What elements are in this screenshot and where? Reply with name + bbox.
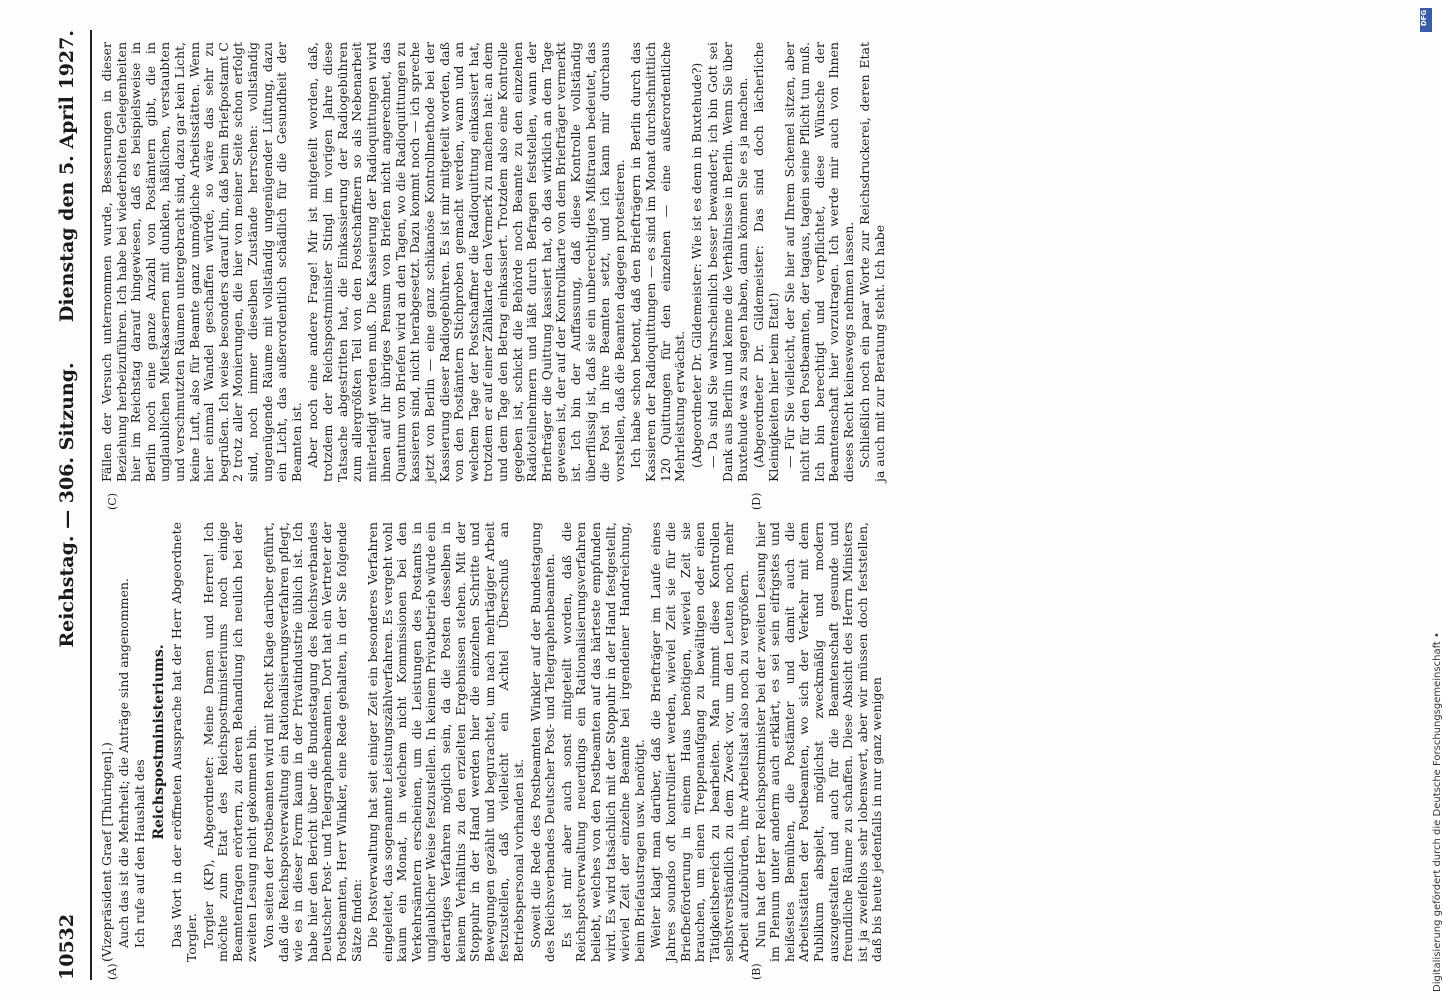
paragraph: Soweit die Rede des Postbeamten Winkler auf der Bundestagung des Reichsverbandes Deutscher Post- und Telegraphenbeamten. bbox=[527, 522, 558, 962]
paragraph: Schließlich noch ein paar Worte zur Reichsdruckerei, deren Etat ja auch mit zur Beratung steht. Ich habe bbox=[857, 42, 887, 482]
section-heading: Reichspostministeriums. bbox=[150, 644, 167, 840]
paragraph: (Vizepräsident Graef [Thüringen].) bbox=[99, 742, 114, 962]
paragraph: Fällen der Versuch unternommen wurde, Besserungen in dieser Beziehung herbeizuführen. Ich habe bei wiederholten Gelegenheiten hier im Reichstag darauf hingewiesen, daß es beispielsweise in Berlin noch eine ganze Anzahl von Postämtern gibt, die in unglaublichen Mietskasernen mit dunklen, häßlichen, verstaubten und verschmutzten Räumen untergebracht sind, dazu gar kein Licht, keine Luft, also für Beamte ganz unmögliche Arbeitsstätten. Wenn hier einmal Wandel geschaffen würde, so wäre das sehr zu begrüßen. Ich weise besonders darauf hin, daß beim Briefpostamt C 2 trotz aller Monierungen, die hier von meiner Seite schon erfolgt sind, noch immer dieselben Zustände herrschen: vollständig ungenügende Räume mit vollständig ungenügender Lüftung, dazu ein Licht, das außerordentlich schädlich für die Gesundheit der Beamten ist. bbox=[99, 42, 304, 482]
paragraph: Ich habe schon betont, daß den Briefträgern in Berlin durch das Kassieren der Radioquittungen — es sind im Monat durchschnittlich 120 Quittungen für den einzelnen — eine außerordentliche Mehrleistung erwächst. bbox=[628, 42, 688, 482]
header-center-title: Reichstag. — 306. Sitzung. bbox=[56, 362, 78, 648]
text-column-left bbox=[100, 522, 887, 962]
paragraph: Aber noch eine andere Frage! Mir ist mitgeteilt worden, daß, trotzdem der Reichspostminister Stingl im vorigen Jahre diese Tatsache abgestritten hat, die Einkassierung der Radiogebühren zum allergrößten Teil von den Postschaffnern so als Nebenarbeit miterledigt werden muß. Die Kassierung der Radioquittungen wird ihnen auf ihr übriges Pensum von Briefen nicht angerechnet, das Quantum von Briefen wird an den Tagen, wo die Radioquittungen zu kassieren sind, nicht herabgesetzt. Dazu kommt noch — ich spreche jetzt von Berlin — eine ganz schikanöse Kontrollmethode bei der Kassierung dieser Radiogebühren. Es ist mir mitgeteilt worden, daß von den Postämtern Stichproben gemacht werden, wann und an welchem Tage der Postschaffner die Radioquittung einkassiert hat, trotzdem er auf einer Zählkarte den Vermerk zu machen hat: an dem und dem Tage den Betrag einkassiert. Trotzdem also eine Kontrolle gegeben ist, schickt die Behörde noch Beamte zu den einzelnen Radioteilnehmern und läßt durch Befragen feststellen, wann der Briefträger die Quittung kassiert hat, ob das wirklich an dem Tage gewesen ist, der auf der Kontrollkarte von dem Briefträger vermerkt ist. Ich bin der Auffassung, daß diese Kontrolle vollständig überflüssig ist, daß sie ein unberechtigtes Mißtrauen bedeutet, das die Post in ihre Beamten setzt, und ich kann mir durchaus vorstellen, daß die Beamten dagegen protestieren. bbox=[305, 42, 627, 482]
margin-mark-d: (D) bbox=[750, 492, 763, 510]
margin-mark-b: (B) bbox=[750, 963, 763, 980]
paragraph: — Für Sie vielleicht, der Sie hier auf Ihrem Schemel sitzen, aber nicht für den Postbeamten, der tagaus, tagein seine Pflicht tun muß. Ich bin berechtigt und verpflichtet, diese Wünsche der Beamtenschaft hier vorzutragen. Ich werde mir auch von Ihnen dieses Recht keineswegs nehmen lassen. bbox=[782, 42, 856, 482]
paragraph: Die Postverwaltung hat seit einiger Zeit ein besonderes Verfahren eingeleitet, das sogenannte Leistungszählverfahren. Es vergeht wohl kaum ein Monat, in welchem nicht Kommissionen bei den Verkehrsämtern erscheinen, um die Leistungen des Postamts in unglaublicher Weise festzustellen. In keinem Privatbetrieb würde ein derartiges Verfahren möglich sein, da die Posten desselben in keinem Verhältnis zu den erzielten Ergebnissen stehen. Mit der Stoppuhr in der Hand werden hier die einzelnen Schritte und Bewegungen gezählt und beguтachtet, um nach mehrtägiger Arbeit festzustellen, daß vielleicht ein Achtel Überschuß an Betriebspersonal vorhanden ist. bbox=[365, 522, 527, 962]
interjection: (Abgeordneter Dr. Gildemeister: Das sind doch lächerliche Kleinigkeiten hier beim Etat!) bbox=[751, 42, 781, 482]
paragraph: Das Wort in der eröffneten Aussprache hat der Herr Abgeordnete Torgler. bbox=[169, 522, 199, 962]
margin-mark-a: (A) bbox=[106, 963, 119, 980]
funding-note bbox=[1402, 8, 1443, 992]
header-date: Dienstag den 5. April 1927. bbox=[56, 30, 78, 323]
paragraph: Weiter klagt man darüber, daß die Briefträger im Laufe eines Jahres soundso oft kontrolliert werden, wieviel Zeit sie für die Briefbeförderung in einem Haus benötigen, wieviel Zeit sie brauchen, um einen Treppenaufgang zu bewältigen oder einen Tätigkeitsbereich zu bearbeiten. Man nimmt diese Kontrollen selbstverständlich zu dem Zweck vor, um den Leuten noch mehr Arbeit aufzubürden, ihre Arbeitslast also noch zu vergrößern. bbox=[648, 522, 751, 962]
page-header bbox=[50, 30, 92, 980]
paragraph: Auch das ist die Mehrheit; die Anträge sind angenommen. bbox=[115, 578, 131, 948]
funding-note-text: Digitalisierung gefördert durch die Deutsche Forschungsgemeinschaft • bbox=[1432, 632, 1443, 992]
dfg-logo-icon: DFG bbox=[1420, 8, 1432, 32]
text-column-right bbox=[100, 42, 889, 482]
rotated-document-page bbox=[50, 30, 1370, 980]
paragraph: Nun hat der Herr Reichspostminister bei der zweiten Lesung hier im Plenum unter anderm auch erklärt, es sei sein eifrigstes und heißestes Bemühen, die Postämter und damit auch die Arbeitsstätten der Postbeamten, wo sich der Verkehr mit dem Publikum abspielt, möglichst zweckmäßig und modern auszugestalten und auch für die Beamtenschaft gesunde und freundliche Räume zu schaffen. Diese Absicht des Herrn Ministers ist ja zweifellos sehr lobenswert, aber wir müssen doch feststellen, daß bis heute jedenfalls in nur ganz wenigen bbox=[752, 522, 885, 962]
page-number: 10532 bbox=[56, 913, 78, 980]
margin-mark-c: (C) bbox=[106, 493, 119, 510]
paragraph: Es ist mir aber auch sonst mitgeteilt worden, daß die Reichspostverwaltung neuerdings ein Rationalisierungsverfahren beliebt, welches von den Postbeamten auf das härteste empfunden wird. Es wird tatsächlich mit der Stoppuhr in der Hand festgestellt, wieviel Zeit der einzelne Beamte bei irgendeiner Handreichung, beim Briefaustragen usw. benötigt. bbox=[558, 522, 647, 962]
interjection: (Abgeordneter Dr. Gildemeister: Wie ist es denn in Buxtehude?) bbox=[688, 62, 704, 468]
paragraph: Torgler (KP), Abgeordneter: Meine Damen und Herren! Ich möchte zum Etat des Reichspostministeriums noch einige Beamtenfragen erörtern, zu deren Behandlung ich neulich bei der zweiten Lesung nicht gekommen bin. bbox=[200, 522, 260, 962]
paragraph: Von seiten der Postbeamten wird mit Recht Klage darüber geführt, daß die Reichspostverwaltung ein Rationalisierungsverfahren pflegt, wie es in dieser Form kaum in der Privatindustrie üblich ist. Ich habe hier den Bericht über die Bundestagung des Reichsverbandes Deutscher Post- und Telegraphenbeamten. Dort hat ein Vertreter der Postbeamten, Herr Winkler, eine Rede gehalten, in der Sie folgende Sätze finden: bbox=[260, 522, 364, 962]
paragraph: — Da sind Sie wahrscheinlich besser bewandert; ich bin Gott sei Dank aus Berlin und kenne die Verhältnisse in Berlin. Wenn Sie über Buxtehude was zu sagen haben, dann können Sie es ja machen. bbox=[705, 42, 750, 482]
paragraph: Ich rufe auf den Haushalt des bbox=[132, 759, 148, 948]
